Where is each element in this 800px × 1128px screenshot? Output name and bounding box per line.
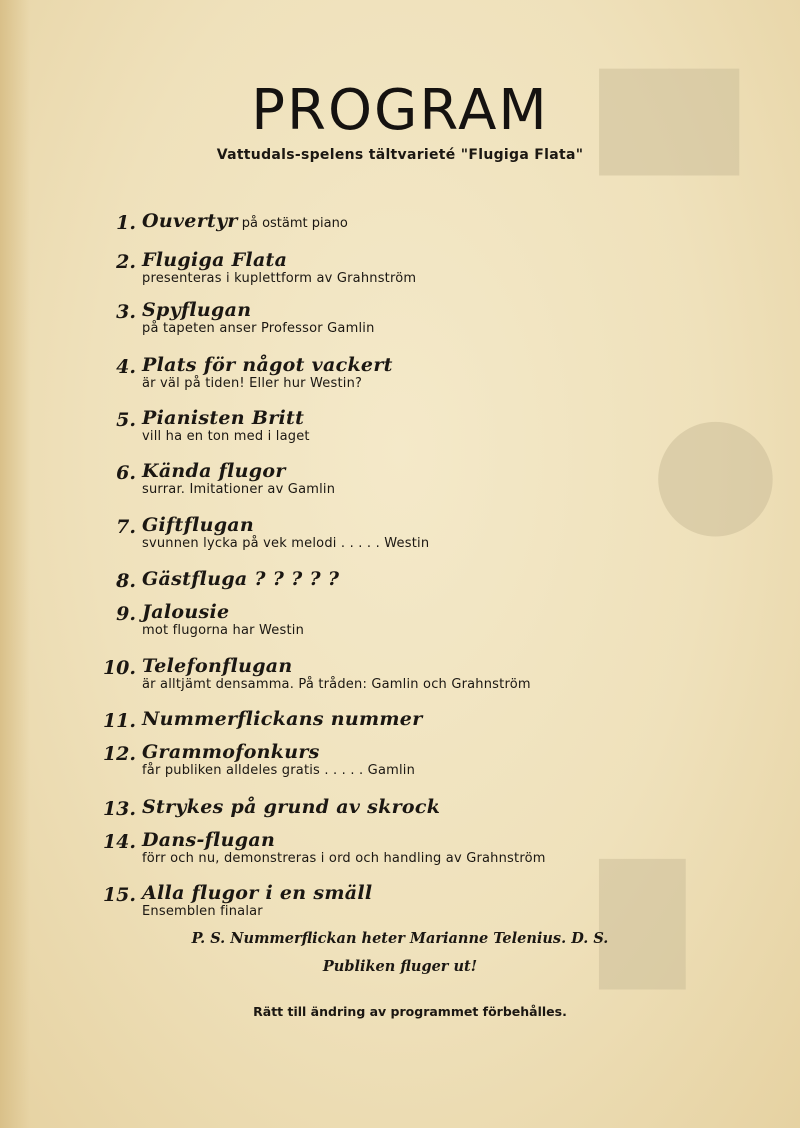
item-title: Pianisten Britt	[142, 407, 305, 429]
item-desc: presenteras i kuplettform av Grahnström	[142, 271, 417, 286]
item-title: Plats för något vackert	[142, 354, 393, 376]
item-inline-desc: på ostämt piano	[241, 216, 348, 231]
item-desc: surrar. Imitationer av Gamlin	[142, 482, 336, 497]
item-number: 1.	[116, 212, 136, 234]
item-title: Jalousie	[142, 601, 230, 623]
item-title: Ouvertyr	[142, 210, 238, 232]
item-desc: är väl på tiden! Eller hur Westin?	[142, 376, 363, 391]
item-desc: får publiken alldeles gratis . . . . . Gamlin	[142, 763, 416, 778]
postscript-note: P. S. Nummerflickan heter Marianne Telenius. D. S.	[191, 930, 609, 947]
item-number: 14.	[102, 831, 136, 853]
program-item	[96, 829, 746, 882]
item-number: 11.	[102, 710, 136, 732]
show-through-decoration: █	[600, 860, 685, 988]
program-list	[96, 210, 746, 932]
item-title: Nummerflickans nummer	[142, 708, 423, 730]
program-item	[96, 741, 746, 796]
item-number: 8.	[116, 570, 136, 592]
program-item	[96, 407, 746, 460]
item-number: 7.	[116, 516, 136, 538]
item-number: 12.	[102, 743, 136, 765]
program-item	[96, 655, 746, 708]
show-through-decoration: ██	[600, 70, 739, 175]
item-title: Dans-flugan	[142, 829, 276, 851]
item-title: Kända flugor	[142, 460, 286, 482]
item-title: Alla flugor i en smäll	[142, 882, 373, 904]
program-item	[96, 514, 746, 568]
tagline: Publiken fluger ut!	[322, 958, 478, 975]
item-number: 13.	[102, 798, 136, 820]
item-number: 6.	[116, 462, 136, 484]
program-item	[96, 354, 746, 407]
program-item	[96, 796, 746, 829]
item-number: 10.	[102, 657, 136, 679]
item-desc: förr och nu, demonstreras i ord och handling av Grahnström	[142, 851, 546, 866]
item-number: 3.	[116, 301, 136, 323]
item-number: 9.	[116, 603, 136, 625]
program-item	[96, 882, 746, 932]
item-title: Telefonflugan	[142, 655, 293, 677]
item-desc: svunnen lycka på vek melodi . . . . . Westin	[142, 536, 430, 551]
item-title: Flugiga Flata	[142, 249, 288, 271]
show-through-decoration: ●	[650, 380, 781, 554]
rights-notice: Rätt till ändring av programmet förbehålles.	[253, 1004, 567, 1019]
item-number: 4.	[116, 356, 136, 378]
item-title: Grammofonkurs	[142, 741, 320, 763]
item-desc: vill ha en ton med i laget	[142, 429, 310, 444]
item-title: Spyflugan	[142, 299, 252, 321]
page-subtitle: Vattudals-spelens tältvarieté "Flugiga Flata"	[216, 147, 584, 163]
program-item	[96, 708, 746, 741]
program-item	[96, 568, 746, 601]
item-desc: Ensemblen finalar	[142, 904, 263, 919]
item-number: 15.	[102, 884, 136, 906]
program-item	[96, 601, 746, 655]
page-title: PROGRAM	[251, 78, 549, 143]
item-number: 2.	[116, 251, 136, 273]
item-number: 5.	[116, 409, 136, 431]
program-item	[96, 299, 746, 354]
item-desc: är alltjämt densamma. På tråden: Gamlin och Grahnström	[142, 677, 531, 692]
item-desc: på tapeten anser Professor Gamlin	[142, 321, 375, 336]
item-title: Gästfluga ? ? ? ? ?	[142, 568, 340, 590]
program-item	[96, 210, 746, 249]
item-title: Strykes på grund av skrock	[142, 796, 441, 818]
item-title: Giftflugan	[142, 514, 255, 536]
program-item	[96, 249, 746, 299]
item-desc: mot flugorna har Westin	[142, 623, 305, 638]
program-item	[96, 460, 746, 514]
